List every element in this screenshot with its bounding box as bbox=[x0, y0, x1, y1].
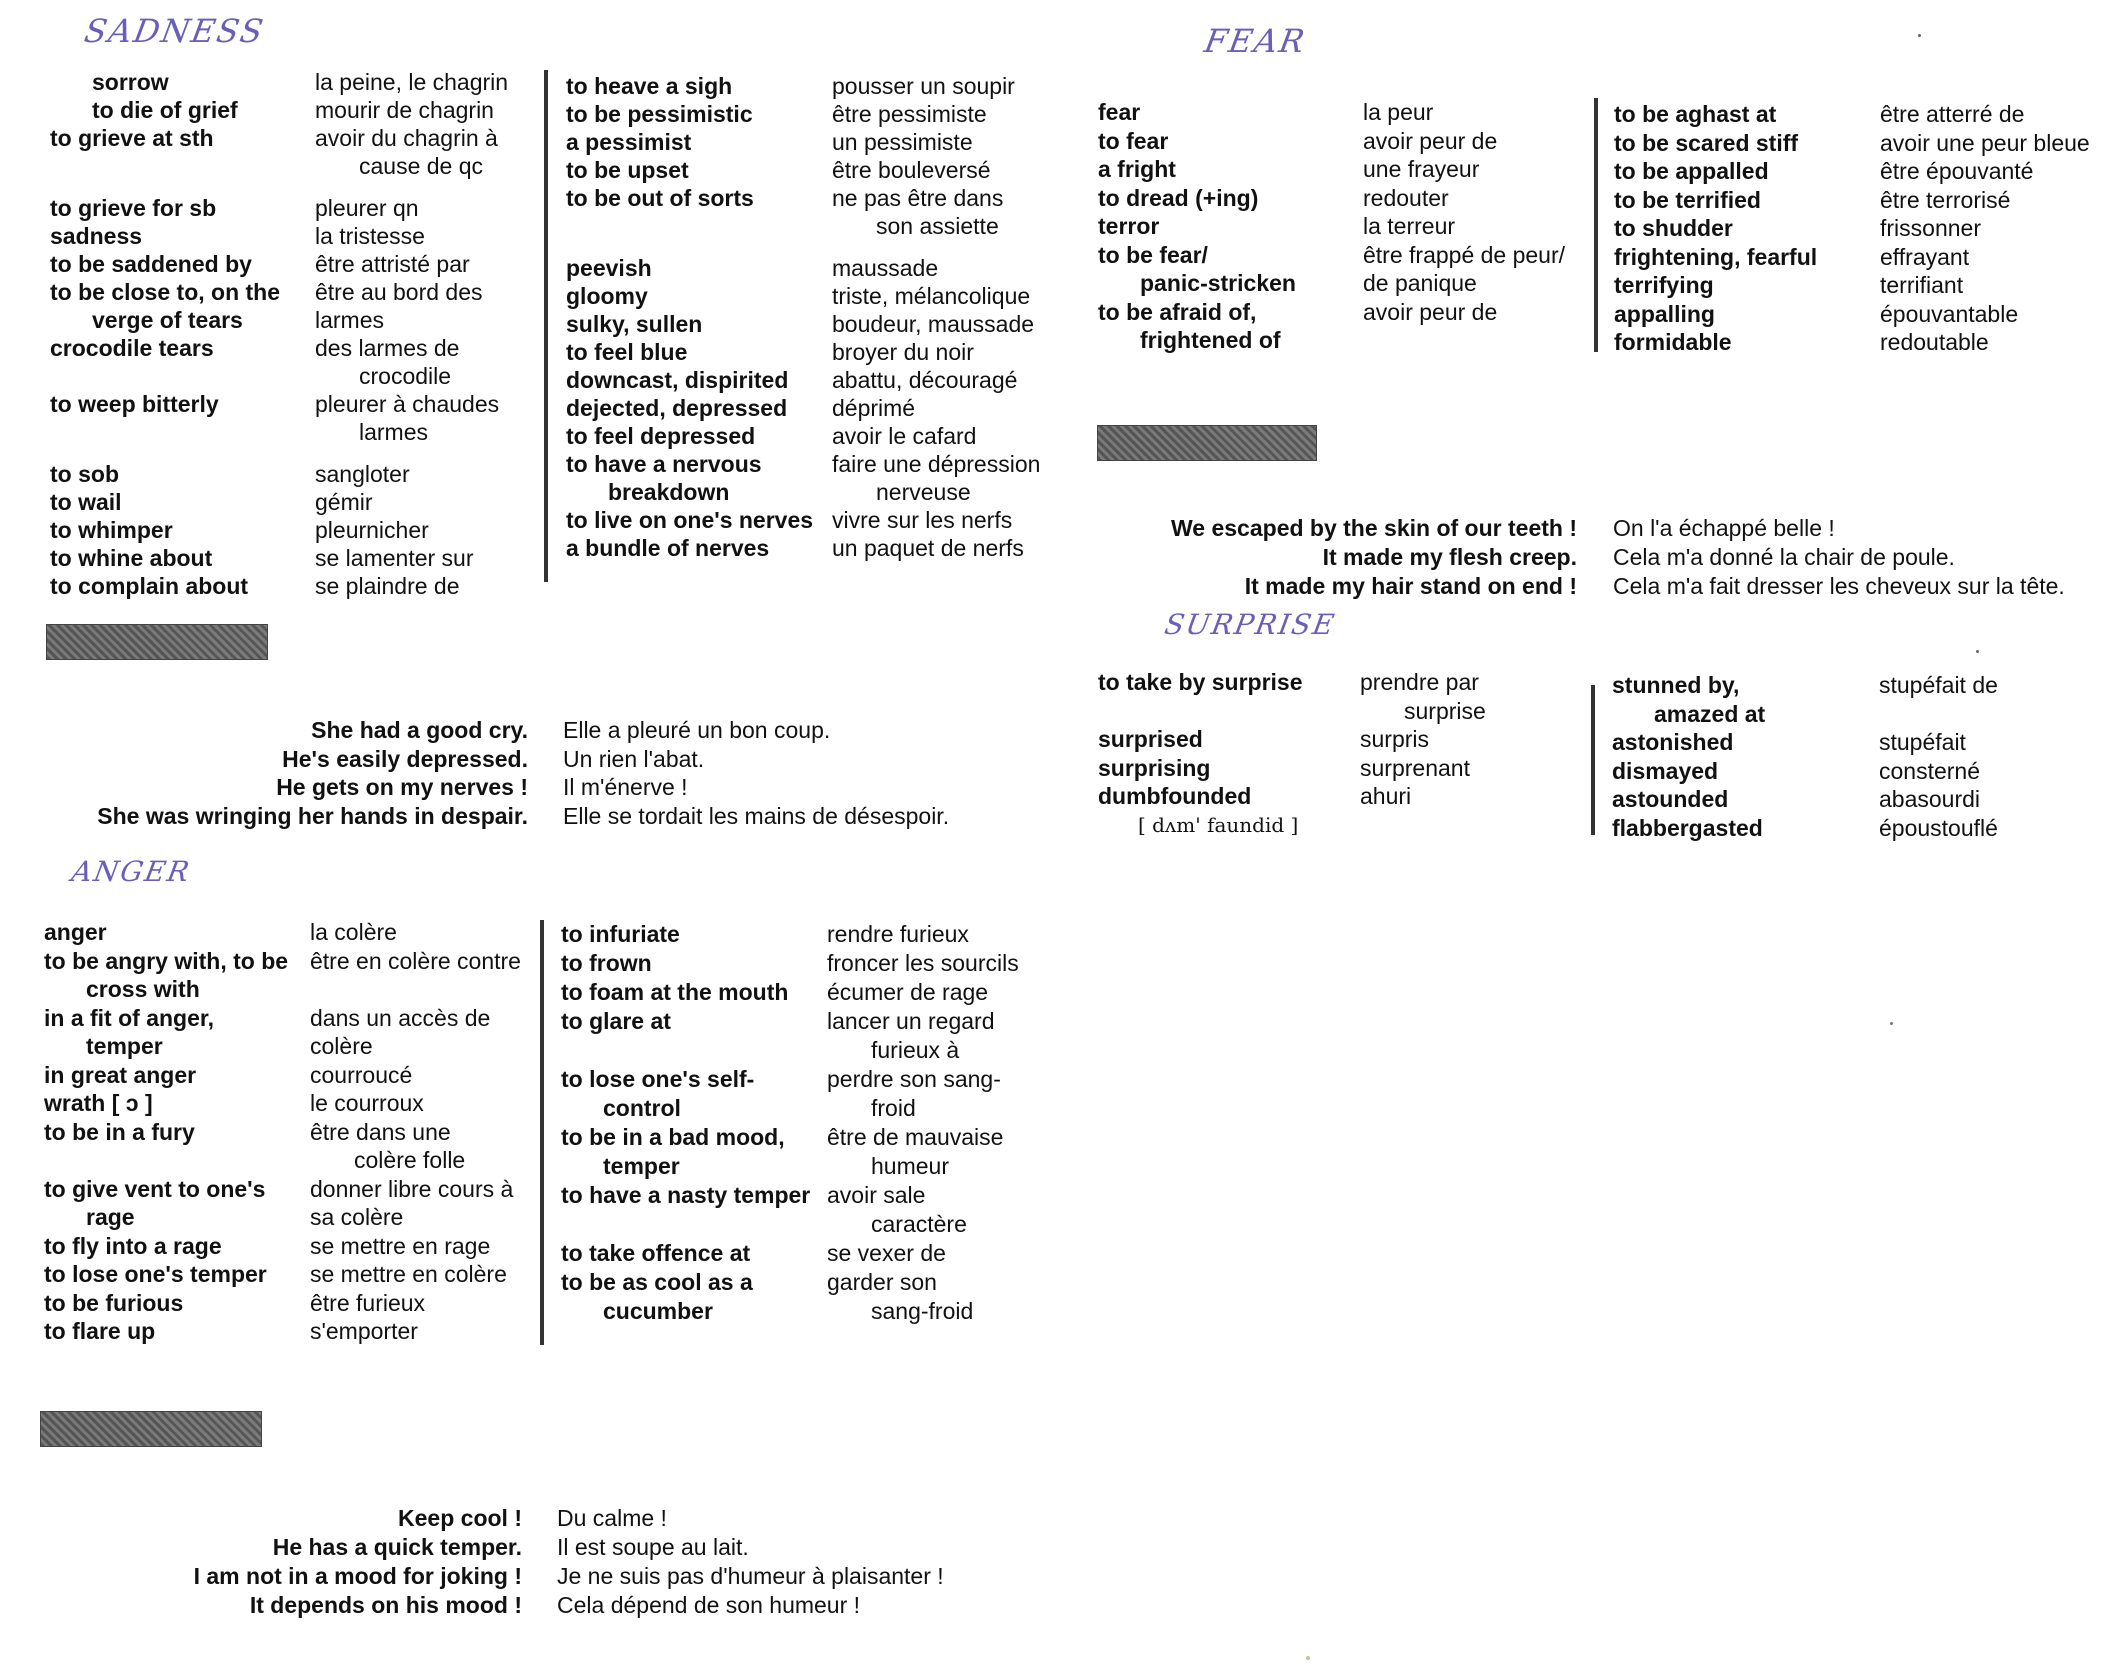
english-term: to take offence at bbox=[561, 1240, 751, 1266]
english-term: temper bbox=[603, 1153, 680, 1179]
french-translation: être de mauvaise bbox=[827, 1124, 1004, 1150]
french-translation: être dans une bbox=[310, 1118, 451, 1145]
french-translation: maussade bbox=[832, 255, 939, 281]
french-translation: stupéfait de bbox=[1879, 672, 1998, 698]
french-phrase: On l'a échappé belle ! bbox=[1613, 515, 1835, 541]
french-translation: nerveuse bbox=[876, 479, 971, 505]
english-term: verge of tears bbox=[92, 307, 243, 333]
english-term: to shudder bbox=[1614, 215, 1733, 241]
french-translation: broyer du noir bbox=[832, 339, 974, 365]
english-term: to fly into a rage bbox=[44, 1232, 222, 1259]
english-term: to live on one's nerves bbox=[566, 507, 814, 533]
french-translation: pleurer à chaudes bbox=[315, 391, 500, 417]
french-translation: cause de qc bbox=[359, 153, 484, 179]
english-term: to infuriate bbox=[561, 921, 680, 947]
english-term: crocodile tears bbox=[50, 335, 214, 361]
english-term: sadness bbox=[50, 223, 143, 249]
english-term: to foam at the mouth bbox=[561, 979, 789, 1005]
french-translation: se mettre en rage bbox=[310, 1232, 491, 1259]
divider-bar bbox=[544, 70, 548, 582]
anger-heading: ANGER bbox=[69, 855, 194, 888]
english-term: to whine about bbox=[50, 545, 213, 571]
french-translation: ne pas être dans bbox=[832, 185, 1004, 211]
english-term: a bundle of nerves bbox=[566, 535, 770, 561]
english-term: downcast, dispirited bbox=[566, 367, 789, 393]
english-term: to be saddened by bbox=[50, 251, 252, 277]
english-phrase: It made my hair stand on end ! bbox=[1244, 573, 1577, 599]
french-translation: terrifiant bbox=[1880, 272, 1964, 298]
english-term: to flare up bbox=[44, 1318, 156, 1344]
french-translation: être frappé de peur/ bbox=[1363, 241, 1566, 268]
redacted-bar bbox=[1097, 425, 1317, 461]
english-term: rage bbox=[86, 1204, 135, 1230]
english-term: astonished bbox=[1612, 729, 1734, 755]
french-translation: être pessimiste bbox=[832, 101, 987, 127]
english-term: formidable bbox=[1614, 329, 1732, 355]
french-translation: lancer un regard bbox=[827, 1008, 995, 1034]
french-translation: épouvantable bbox=[1880, 300, 2019, 327]
french-phrase: Un rien l'abat. bbox=[563, 745, 705, 772]
english-term: sorrow bbox=[92, 69, 169, 95]
english-term: to take by surprise bbox=[1098, 669, 1303, 695]
french-translation: époustouflé bbox=[1879, 814, 1998, 841]
french-translation: une frayeur bbox=[1363, 156, 1480, 182]
french-translation: être en colère contre bbox=[310, 947, 521, 974]
french-translation: rendre furieux bbox=[827, 921, 969, 947]
french-translation: redoutable bbox=[1880, 329, 1989, 355]
english-term: to die of grief bbox=[92, 97, 238, 123]
english-term: cucumber bbox=[603, 1298, 713, 1324]
french-translation: se mettre en colère bbox=[310, 1261, 507, 1287]
french-translation: la terreur bbox=[1363, 213, 1456, 239]
dot-mark bbox=[1976, 650, 1979, 653]
french-translation: consterné bbox=[1879, 757, 1981, 784]
french-translation: larmes bbox=[359, 419, 429, 445]
english-phrase: She had a good cry. bbox=[311, 717, 528, 743]
english-term: to be in a fury bbox=[44, 1118, 195, 1145]
english-term: surprising bbox=[1098, 754, 1211, 781]
english-term: to be out of sorts bbox=[566, 185, 754, 211]
french-translation: avoir le cafard bbox=[832, 423, 977, 449]
english-term: temper bbox=[86, 1033, 163, 1059]
english-term: to wail bbox=[50, 489, 122, 515]
french-translation: avoir une peur bleue bbox=[1880, 129, 2090, 156]
french-translation: caractère bbox=[871, 1211, 967, 1237]
english-term: to be terrified bbox=[1614, 186, 1761, 213]
english-term: control bbox=[603, 1095, 681, 1121]
french-translation: crocodile bbox=[359, 363, 452, 389]
english-term: amazed at bbox=[1654, 700, 1766, 727]
french-translation: redouter bbox=[1363, 184, 1449, 211]
french-translation: la peine, le chagrin bbox=[315, 69, 509, 95]
french-translation: abasourdi bbox=[1879, 786, 1981, 812]
french-phrase: Il est soupe au lait. bbox=[557, 1534, 749, 1560]
french-translation: un paquet de nerfs bbox=[832, 535, 1024, 561]
english-term: to complain about bbox=[50, 573, 249, 599]
english-term: cross with bbox=[86, 976, 200, 1002]
english-term: panic-stricken bbox=[1140, 270, 1296, 296]
english-term: a pessimist bbox=[566, 129, 692, 155]
french-translation: surprise bbox=[1404, 697, 1486, 724]
english-phrase: It made my flesh creep. bbox=[1322, 544, 1577, 570]
french-translation: être terrorisé bbox=[1880, 186, 2011, 213]
french-translation: pleurer qn bbox=[315, 195, 419, 221]
french-translation: froid bbox=[871, 1095, 916, 1121]
english-term: to be furious bbox=[44, 1289, 184, 1316]
dot-mark bbox=[1890, 1022, 1893, 1025]
english-term: to heave a sigh bbox=[566, 73, 733, 99]
french-translation: garder son bbox=[827, 1269, 937, 1295]
english-term: to lose one's temper bbox=[44, 1261, 267, 1287]
english-term: appalling bbox=[1614, 300, 1715, 327]
english-term: flabbergasted bbox=[1612, 814, 1763, 841]
french-phrase: Cela m'a donné la chair de poule. bbox=[1613, 544, 1955, 570]
sadness-heading: SADNESS bbox=[81, 12, 268, 50]
english-term: to grieve at sth bbox=[50, 125, 214, 151]
french-translation: sangloter bbox=[315, 461, 410, 487]
english-term: to be close to, on the bbox=[50, 279, 281, 305]
french-translation: surprenant bbox=[1360, 754, 1470, 781]
french-translation: effrayant bbox=[1880, 243, 1970, 270]
english-term: sulky, sullen bbox=[566, 311, 703, 337]
dot-mark bbox=[1918, 34, 1921, 37]
english-term: to whimper bbox=[50, 517, 173, 543]
english-term: to be afraid of, bbox=[1098, 298, 1257, 325]
french-translation: sang-froid bbox=[871, 1298, 974, 1324]
french-phrase: Cela dépend de son humeur ! bbox=[557, 1592, 861, 1618]
english-term: stunned by, bbox=[1612, 672, 1740, 698]
redacted-bar bbox=[46, 624, 268, 660]
english-term: to be angry with, to be bbox=[44, 947, 289, 974]
english-term: to fear bbox=[1098, 127, 1169, 154]
french-translation: faire une dépression bbox=[832, 451, 1041, 477]
english-term: to glare at bbox=[561, 1008, 671, 1034]
french-translation: mourir de chagrin bbox=[315, 97, 494, 123]
english-term: dismayed bbox=[1612, 757, 1719, 784]
french-translation: être épouvanté bbox=[1880, 158, 2034, 184]
french-phrase: Elle a pleuré un bon coup. bbox=[563, 717, 831, 743]
french-translation: surpris bbox=[1360, 726, 1430, 752]
french-translation: gémir bbox=[315, 489, 373, 515]
french-translation: humeur bbox=[871, 1153, 949, 1179]
french-translation: boudeur, maussade bbox=[832, 311, 1035, 337]
french-translation: être attristé par bbox=[315, 251, 470, 277]
french-translation: pleurnicher bbox=[315, 517, 429, 543]
french-translation: de panique bbox=[1363, 270, 1477, 296]
french-translation: abattu, découragé bbox=[832, 367, 1018, 393]
surprise-heading: SURPRISE bbox=[1162, 608, 1339, 641]
english-term: to be aghast at bbox=[1614, 101, 1777, 127]
dot-mark bbox=[1306, 1656, 1310, 1660]
redacted-bar bbox=[40, 1411, 262, 1447]
english-term: dejected, depressed bbox=[566, 395, 788, 421]
french-translation: colère folle bbox=[354, 1147, 466, 1173]
french-translation: dans un accès de bbox=[310, 1004, 491, 1031]
english-phrase: It depends on his mood ! bbox=[249, 1592, 522, 1618]
french-translation: vivre sur les nerfs bbox=[832, 507, 1013, 533]
english-phrase: He's easily depressed. bbox=[282, 745, 528, 772]
english-term: frightened of bbox=[1140, 327, 1281, 353]
french-translation: déprimé bbox=[832, 395, 916, 421]
french-translation: la tristesse bbox=[315, 223, 425, 249]
divider-bar bbox=[540, 920, 544, 1345]
french-translation: être furieux bbox=[310, 1289, 426, 1316]
french-translation: écumer de rage bbox=[827, 979, 989, 1005]
english-term: to sob bbox=[50, 461, 119, 487]
english-term: to feel blue bbox=[566, 339, 688, 365]
english-phrase: Keep cool ! bbox=[398, 1505, 522, 1531]
french-translation: le courroux bbox=[310, 1090, 424, 1116]
french-translation: s'emporter bbox=[310, 1318, 418, 1344]
french-translation: son assiette bbox=[876, 213, 999, 239]
french-translation: être atterré de bbox=[1880, 101, 2025, 127]
french-phrase: Du calme ! bbox=[557, 1505, 667, 1531]
french-translation: sa colère bbox=[310, 1204, 404, 1230]
french-phrase: Il m'énerve ! bbox=[563, 774, 688, 800]
english-term: to have a nervous bbox=[566, 451, 762, 477]
english-term: to frown bbox=[561, 950, 652, 976]
french-translation: avoir du chagrin à bbox=[315, 125, 498, 151]
english-term: dumbfounded bbox=[1098, 783, 1252, 809]
french-phrase: Cela m'a fait dresser les cheveux sur la tête. bbox=[1613, 573, 2065, 599]
english-term: [ dʌm' faundid ] bbox=[1138, 812, 1299, 837]
english-term: in a fit of anger, bbox=[44, 1004, 214, 1031]
french-translation: larmes bbox=[315, 307, 385, 333]
french-translation: un pessimiste bbox=[832, 129, 973, 155]
english-term: breakdown bbox=[608, 479, 730, 505]
english-term: to be as cool as a bbox=[561, 1269, 753, 1295]
french-translation: se plaindre de bbox=[315, 573, 460, 599]
english-term: to weep bitterly bbox=[50, 391, 219, 417]
english-term: wrath [ ɔ ] bbox=[44, 1090, 153, 1116]
french-phrase: Elle se tordait les mains de désespoir. bbox=[563, 802, 950, 829]
english-term: to have a nasty temper bbox=[561, 1182, 811, 1208]
french-translation: pousser un soupir bbox=[832, 73, 1015, 99]
english-term: anger bbox=[44, 919, 107, 945]
english-term: to be pessimistic bbox=[566, 101, 753, 127]
french-translation: ahuri bbox=[1360, 783, 1412, 809]
french-translation: furieux à bbox=[871, 1037, 960, 1063]
english-phrase: He gets on my nerves ! bbox=[276, 774, 528, 800]
english-term: to be fear/ bbox=[1098, 241, 1208, 268]
english-term: to dread (+ing) bbox=[1098, 184, 1259, 211]
french-translation: froncer les sourcils bbox=[827, 950, 1019, 976]
french-translation: avoir peur de bbox=[1363, 298, 1498, 325]
english-term: gloomy bbox=[566, 283, 648, 309]
french-phrase: Je ne suis pas d'humeur à plaisanter ! bbox=[557, 1563, 944, 1589]
french-translation: stupéfait bbox=[1879, 729, 1966, 755]
french-translation: prendre par bbox=[1360, 669, 1479, 695]
english-term: fear bbox=[1098, 99, 1141, 125]
english-phrase: We escaped by the skin of our teeth ! bbox=[1171, 515, 1577, 541]
english-term: to be in a bad mood, bbox=[561, 1124, 785, 1150]
english-term: to lose one's self- bbox=[561, 1066, 755, 1092]
english-term: to grieve for sb bbox=[50, 195, 217, 221]
english-phrase: He has a quick temper. bbox=[272, 1534, 522, 1560]
french-translation: donner libre cours à bbox=[310, 1175, 514, 1202]
fear-heading: FEAR bbox=[1201, 22, 1310, 60]
english-phrase: She was wringing her hands in despair. bbox=[97, 802, 528, 829]
french-translation: courroucé bbox=[310, 1061, 413, 1088]
french-translation: perdre son sang- bbox=[827, 1066, 1001, 1092]
english-phrase: I am not in a mood for joking ! bbox=[193, 1563, 522, 1589]
french-translation: avoir sale bbox=[827, 1182, 926, 1208]
divider-bar bbox=[1591, 685, 1595, 835]
english-term: a fright bbox=[1098, 156, 1176, 182]
french-translation: se lamenter sur bbox=[315, 545, 474, 571]
english-term: terror bbox=[1098, 213, 1160, 239]
french-translation: la colère bbox=[310, 919, 397, 945]
french-translation: se vexer de bbox=[827, 1240, 946, 1266]
english-term: astounded bbox=[1612, 786, 1729, 812]
french-translation: la peur bbox=[1363, 99, 1434, 125]
french-translation: être au bord des bbox=[315, 279, 483, 305]
english-term: surprised bbox=[1098, 726, 1203, 752]
french-translation: colère bbox=[310, 1033, 373, 1059]
english-term: to be scared stiff bbox=[1614, 129, 1799, 156]
divider-bar bbox=[1594, 98, 1598, 352]
french-translation: triste, mélancolique bbox=[832, 283, 1031, 309]
english-term: frightening, fearful bbox=[1614, 243, 1818, 270]
english-term: terrifying bbox=[1614, 272, 1714, 298]
english-term: to be appalled bbox=[1614, 158, 1769, 184]
french-translation: être bouleversé bbox=[832, 157, 991, 183]
french-translation: frissonner bbox=[1880, 215, 1981, 241]
english-term: to feel depressed bbox=[566, 423, 756, 449]
french-translation: des larmes de bbox=[315, 335, 460, 361]
french-translation: avoir peur de bbox=[1363, 127, 1498, 154]
english-term: to be upset bbox=[566, 157, 689, 183]
english-term: in great anger bbox=[44, 1061, 197, 1088]
english-term: peevish bbox=[566, 255, 652, 281]
english-term: to give vent to one's bbox=[44, 1175, 266, 1202]
